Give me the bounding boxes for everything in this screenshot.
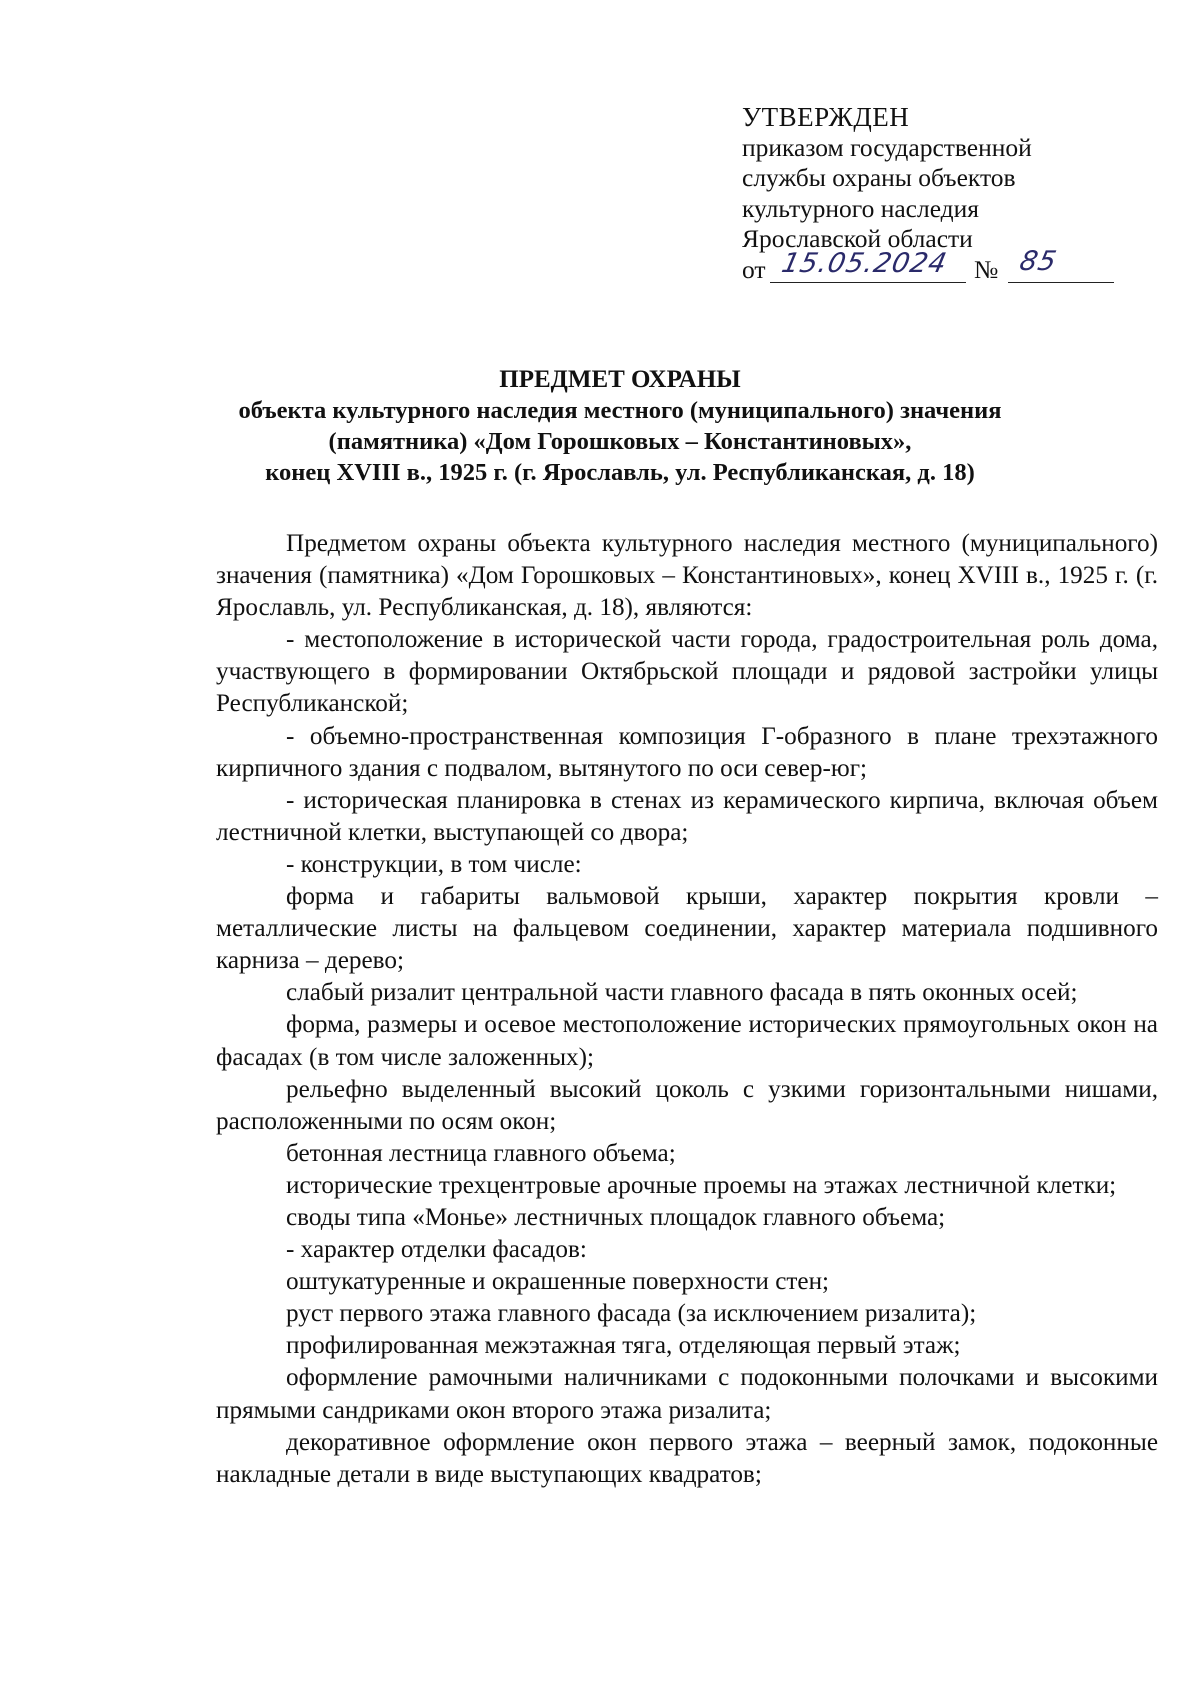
number-underline — [1008, 282, 1114, 283]
paragraph: - конструкции, в том числе: — [286, 850, 582, 878]
paragraph: своды типа «Монье» лестничных площадок главного объема; — [286, 1203, 946, 1231]
paragraph: слабый ризалит центральной части главного фасада в пять оконных осей; — [286, 979, 1078, 1007]
paragraph: декоративное оформление окон первого этажа – веерный замок, подоконные накладные детали в виде выступающих квадратов; — [216, 1428, 1158, 1488]
paragraph: рельефно выделенный высокий цоколь с узкими горизонтальными нишами, расположенными по осям окон; — [216, 1075, 1158, 1135]
paragraph: руст первого этажа главного фасада (за исключением ризалита); — [286, 1300, 977, 1328]
paragraph: - местоположение в исторической части города, градостроительная роль дома, участвующего в формировании Октябрьской площади и рядовой застройки улицы Республиканской; — [216, 626, 1158, 718]
paragraph: - историческая планировка в стенах из керамического кирпича, включая объем лестничной клетки, выступающей со двора; — [216, 786, 1158, 846]
title-line: конец XVIII в., 1925 г. (г. Ярославль, ул. Республиканская, д. 18) — [265, 459, 975, 486]
paragraph: исторические трехцентровые арочные проемы на этажах лестничной клетки; — [286, 1171, 1117, 1199]
paragraph: Предметом охраны объекта культурного наследия местного (муниципального) значения (памятника) «Дом Горошковых – Константиновых», конец XVIII в., 1925 г. (г. Ярославль, ул. Республиканская, д. 18), являются: — [216, 530, 1158, 622]
paragraph: форма и габариты вальмовой крыши, характер покрытия кровли – металлические листы на фальцевом соединении, характер материала подшивного карниза – дерево; — [216, 883, 1158, 975]
number-label: № — [974, 254, 999, 284]
approval-title: УТВЕРЖДЕН — [742, 102, 910, 132]
date-prefix: от — [742, 254, 766, 284]
handwritten-number: 85 — [1016, 245, 1060, 277]
title-line: (памятника) «Дом Горошковых – Константиновых», — [328, 428, 912, 455]
document-title: ПРЕДМЕТ ОХРАНЫ — [499, 366, 741, 393]
paragraph: - объемно-пространственная композиция Г-образного в плане трехэтажного кирпичного здания с подвалом, вытянутого по оси север-юг; — [216, 722, 1158, 782]
paragraph: профилированная межэтажная тяга, отделяющая первый этаж; — [286, 1332, 961, 1360]
handwritten-date: 15.05.2024 — [778, 247, 951, 279]
approval-line: культурного наследия — [742, 193, 980, 223]
document-title-block — [170, 364, 1070, 488]
approval-line: приказом государственной — [742, 132, 1032, 162]
paragraph: оштукатуренные и окрашенные поверхности стен; — [286, 1268, 830, 1296]
paragraph: форма, размеры и осевое местоположение исторических прямоугольных окон на фасадах (в том числе заложенных); — [216, 1011, 1158, 1071]
date-underline — [770, 282, 966, 283]
paragraph: - характер отделки фасадов: — [286, 1236, 587, 1264]
document-body — [216, 528, 1158, 1491]
title-line: объекта культурного наследия местного (муниципального) значения — [238, 397, 1002, 424]
order-date-number-row — [742, 245, 1142, 287]
approval-stamp-block — [742, 102, 1142, 287]
approval-line: службы охраны объектов — [742, 163, 1016, 192]
paragraph: бетонная лестница главного объема; — [286, 1139, 676, 1167]
paragraph: оформление рамочными наличниками с подоконными полочками и высокими прямыми сандриками окон второго этажа ризалита; — [216, 1364, 1158, 1424]
approval-line: Ярославской области — [742, 224, 973, 253]
